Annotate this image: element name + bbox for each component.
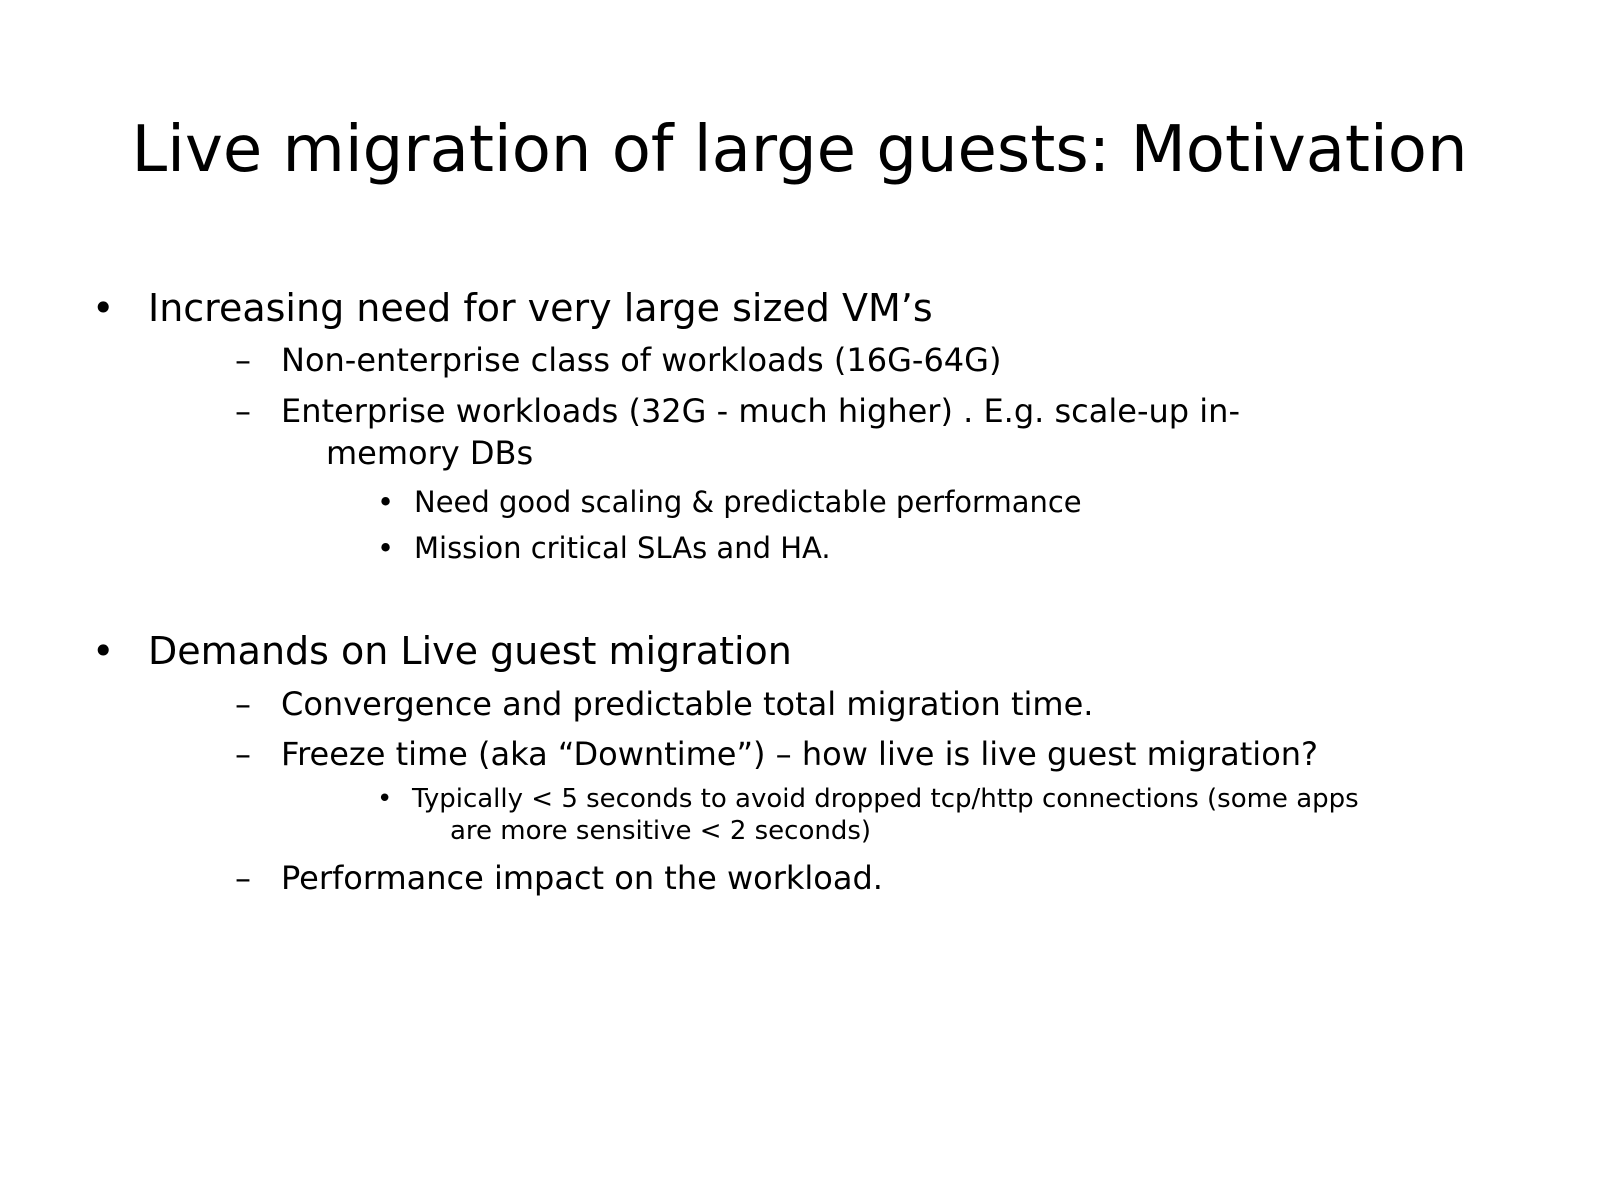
bullet-section-2: Demands on Live guest migration xyxy=(148,629,792,673)
subsubitem-typically-line2: are more sensitive < 2 seconds) xyxy=(450,816,872,846)
subitem-non-enterprise: Non-enterprise class of workloads (16G-64G) xyxy=(281,341,1002,379)
bullet-section-1: Increasing need for very large sized VM’s xyxy=(148,286,933,330)
subsubitem-sla: Mission critical SLAs and HA. xyxy=(414,531,831,565)
bullet-marker: • xyxy=(377,784,393,814)
subitem-freeze-time: Freeze time (aka “Downtime”) – how live is live guest migration? xyxy=(281,735,1319,773)
dash-marker: – xyxy=(235,735,251,773)
slide-title: Live migration of large guests: Motivation xyxy=(131,113,1468,187)
bullet-marker: • xyxy=(377,531,395,565)
dash-marker: – xyxy=(235,341,251,379)
subitem-convergence: Convergence and predictable total migration time. xyxy=(281,685,1094,723)
subitem-enterprise-line1: Enterprise workloads (32G - much higher) . E.g. scale-up in- xyxy=(281,392,1240,430)
bullet-marker: • xyxy=(92,629,115,673)
subsubitem-typically-line1: Typically < 5 seconds to avoid dropped tcp/http connections (some apps xyxy=(412,784,1359,814)
bullet-marker: • xyxy=(92,286,115,330)
dash-marker: – xyxy=(235,859,251,897)
subitem-performance: Performance impact on the workload. xyxy=(281,859,883,897)
dash-marker: – xyxy=(235,392,251,430)
subsubitem-scaling: Need good scaling & predictable performance xyxy=(414,485,1082,519)
dash-marker: – xyxy=(235,685,251,723)
subitem-enterprise-line2: memory DBs xyxy=(326,434,534,472)
bullet-marker: • xyxy=(377,485,395,519)
